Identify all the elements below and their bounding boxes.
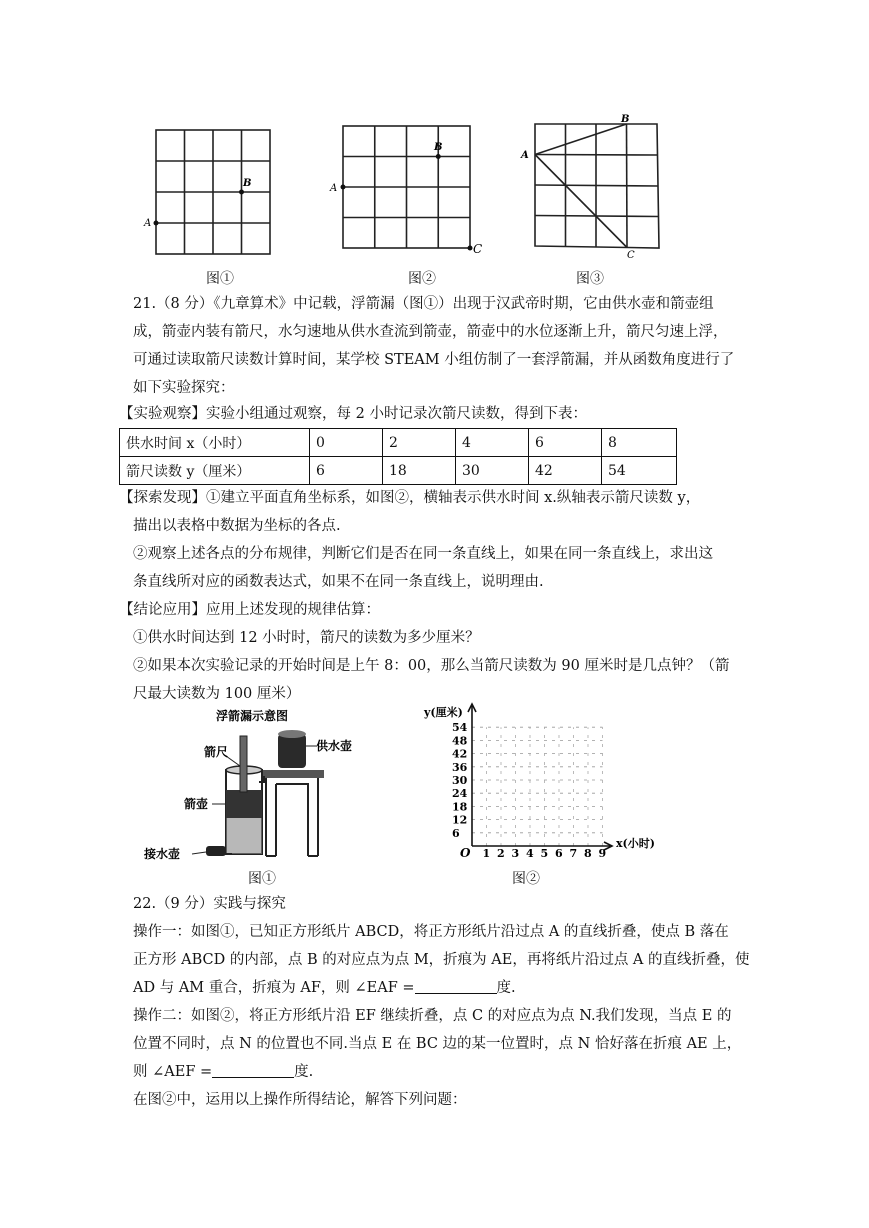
graph-origin: O xyxy=(460,846,471,860)
point-b-label: B xyxy=(243,178,252,189)
x-tick-label: 2 xyxy=(497,847,505,860)
point-a-label: A xyxy=(330,183,338,194)
fig3-caption: 图③ xyxy=(576,271,604,287)
q21-line1: 21.（8 分）《九章算术》中记载，浮箭漏（图①）出现于汉武帝时期，它由供水壶和箭壶组 xyxy=(133,296,714,312)
q21-explore4: 条直线所对应的函数表达式，如果不在同一条直线上，说明理由. xyxy=(133,574,544,590)
q22-op2-tail: 度. xyxy=(294,1064,314,1080)
clepsydra-diagram xyxy=(140,706,353,866)
table-cell: 42 xyxy=(529,457,602,485)
q21-explore2: 描出以表格中数据为坐标的各点. xyxy=(133,518,341,534)
point-c-label: C xyxy=(473,242,483,256)
x-tick-label: 7 xyxy=(569,847,578,860)
y-tick-label: 12 xyxy=(452,813,468,827)
table-row xyxy=(120,457,677,485)
q21-apply1: ①供水时间达到 12 小时时，箭尺的读数为多少厘米？ xyxy=(133,630,480,646)
table-cell: 4 xyxy=(456,429,529,457)
point-a-label: A xyxy=(144,218,152,229)
q22-op1-line2: 正方形 ABCD 的内部，点 B 的对应点为点 M，折痕为 AE，再将纸片沿过点 A 的直线折叠，使 xyxy=(133,952,750,968)
table-cell: 30 xyxy=(456,457,529,485)
diagram-title: 浮箭漏示意图 xyxy=(216,709,289,723)
q22-final: 在图②中，运用以上操作所得结论，解答下列问题： xyxy=(133,1092,467,1108)
q21-conclude: 【结论应用】应用上述发现的规律估算： xyxy=(119,602,380,618)
label-arrow-pot: 箭壶 xyxy=(184,797,209,811)
q22-title: 22.（9 分）实践与探究 xyxy=(133,896,286,912)
q22-op1-line3: AD 与 AM 重合，折痕为 AF，则 ∠EAF = xyxy=(133,980,415,996)
y-tick-label: 48 xyxy=(452,734,468,748)
q22-op2-line3: 则 ∠AEF = xyxy=(133,1064,213,1080)
table-cell: 6 xyxy=(310,457,383,485)
point-b-label: B xyxy=(621,114,630,125)
table-cell: 箭尺读数 y（厘米） xyxy=(120,457,310,485)
q21-line3: 可通过读取箭尺读数计算时间，某学校 STEAM 小组仿制了一套浮箭漏，并从函数角度进行了 xyxy=(133,352,735,368)
x-tick-label: 6 xyxy=(555,847,563,860)
coordinate-graph xyxy=(420,700,660,868)
q21-explore1: 【探索发现】①建立平面直角坐标系，如图②，横轴表示供水时间 x.纵轴表示箭尺读数 y， xyxy=(119,490,701,506)
y-tick-label: 54 xyxy=(452,721,468,735)
x-tick-label: 5 xyxy=(540,847,549,860)
q21-observe: 【实验观察】实验小组通过观察，每 2 小时记录次箭尺读数，得到下表： xyxy=(119,406,587,422)
q22-op2-line2: 位置不同时，点 N 的位置也不同.当点 E 在 BC 边的某一位置时，点 N 恰好落在折痕 AE 上， xyxy=(133,1036,742,1052)
q22-op2-line3-wrap xyxy=(133,1058,738,1086)
table-cell: 8 xyxy=(602,429,677,457)
label-receive-pot: 接水壶 xyxy=(144,847,181,861)
x-tick-label: 4 xyxy=(526,847,534,860)
q22-op1-tail: 度. xyxy=(496,980,516,996)
table-cell: 6 xyxy=(529,429,602,457)
q21-apply3: 尺最大读数为 100 厘米） xyxy=(133,686,301,702)
y-tick-label: 42 xyxy=(452,747,468,761)
y-tick-label: 24 xyxy=(452,787,468,801)
label-supply-pot: 供水壶 xyxy=(316,739,353,753)
diagram-caption: 图① xyxy=(248,871,276,887)
x-tick-label: 3 xyxy=(511,847,520,860)
point-c-label: C xyxy=(627,250,635,261)
q21-apply2: ②如果本次实验记录的开始时间是上午 8：00，那么当箭尺读数为 90 厘米时是几点钟？（箭 xyxy=(133,658,730,674)
x-tick-label: 1 xyxy=(482,847,491,860)
x-tick-label: 8 xyxy=(584,847,592,860)
x-tick-label: 9 xyxy=(598,847,607,860)
y-tick-label: 36 xyxy=(452,760,468,774)
graph-xlabel: x(小时) xyxy=(616,837,655,850)
point-b-label: B xyxy=(434,142,443,153)
grid-figure-1 xyxy=(140,122,280,262)
grid-figure-3 xyxy=(515,112,675,262)
label-arrow-ruler: 箭尺 xyxy=(204,745,229,759)
answer-blank-aef[interactable] xyxy=(212,1063,294,1078)
q21-line4: 如下实验探究： xyxy=(133,380,235,396)
y-tick-label: 6 xyxy=(452,826,460,840)
graph-ylabel: y(厘米) xyxy=(424,706,463,719)
y-tick-label: 30 xyxy=(452,774,468,787)
q22-op1-line3-wrap xyxy=(133,974,738,1002)
y-tick-label: 18 xyxy=(452,800,468,814)
table-row xyxy=(120,429,677,457)
table-cell: 供水时间 x（小时） xyxy=(120,429,310,457)
q22-op2-line1: 操作二：如图②，将正方形纸片沿 EF 继续折叠，点 C 的对应点为点 N.我们发现，当点 E 的 xyxy=(133,1008,732,1024)
graph-caption: 图② xyxy=(512,871,540,887)
q21-line2: 成，箭壶内装有箭尺，水匀速地从供水查流到箭壶，箭壶中的水位逐渐上升，箭尺匀速上浮， xyxy=(133,324,728,340)
fig2-caption: 图② xyxy=(408,271,436,287)
fig1-caption: 图① xyxy=(206,271,234,287)
q22-op1-line1: 操作一：如图①，已知正方形纸片 ABCD，将正方形纸片沿过点 A 的直线折叠，使点 B 落在 xyxy=(133,924,729,940)
table-cell: 0 xyxy=(310,429,383,457)
answer-blank-eaf[interactable] xyxy=(415,979,497,994)
point-a-label: A xyxy=(521,150,529,161)
table-cell: 18 xyxy=(383,457,456,485)
q21-explore3: ②观察上述各点的分布规律，判断它们是否在同一条直线上，如果在同一条直线上，求出这 xyxy=(133,546,713,562)
table-cell: 2 xyxy=(383,429,456,457)
grid-figure-2 xyxy=(325,118,495,258)
table-cell: 54 xyxy=(602,457,677,485)
data-table xyxy=(119,428,677,485)
